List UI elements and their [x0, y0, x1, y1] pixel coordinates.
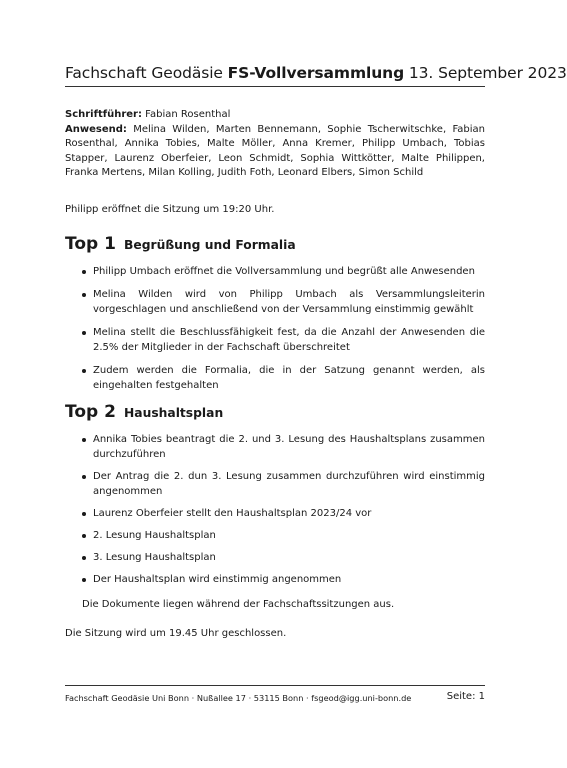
list-item: Annika Tobies beantragt die 2. und 3. Lesung des Haushaltsplans zusammen durchzuführen: [65, 432, 485, 462]
list-item: 3. Lesung Haushaltsplan: [65, 550, 485, 565]
list-item: Laurenz Oberfeier stellt den Haushaltsplan 2023/24 vor: [65, 506, 485, 521]
page-number: Seite: 1: [446, 691, 485, 702]
closing-statement: Die Sitzung wird um 19.45 Uhr geschlossen.: [65, 628, 287, 639]
section-title: Haushaltsplan: [124, 406, 224, 420]
list-item: Philipp Umbach eröffnet die Vollversammlung und begrüßt alle Anwesenden: [65, 264, 485, 279]
attendees-names: Melina Wilden, Marten Bennemann, Sophie Tscherwitschke, Fabian Rosenthal, Annika Tobies, Malte Möller, Anna Kremer, Philipp Umbach, Tobias Stapper, Laurenz Oberfeier, Leon Schmidt, Sophia Wittkötter, Malte Philippen, Franka Mertens, Milan Kolling, Judith Foth, Leonard Elbers, Simon Schild: [65, 123, 485, 179]
header-meeting: FS-Vollversammlung: [227, 64, 405, 82]
list-item: Der Haushaltsplan wird einstimmig angenommen: [65, 572, 485, 587]
attendees-label: Anwesend:: [65, 123, 127, 135]
section-title: Begrüßung und Formalia: [124, 238, 296, 252]
list-item: Zudem werden die Formalia, die in der Satzung genannt werden, als eingehalten festgehalten: [65, 363, 485, 393]
documents-note: Die Dokumente liegen während der Fachschaftssitzungen aus.: [82, 599, 395, 610]
section-number: Top 2: [65, 402, 116, 422]
footer-divider: [65, 685, 485, 686]
secretary-name: Fabian Rosenthal: [145, 109, 231, 120]
opening-statement: Philipp eröffnet die Sitzung um 19:20 Uhr.: [65, 204, 275, 215]
list-item: Der Antrag die 2. dun 3. Lesung zusammen durchzuführen wird einstimmig angenommen: [65, 469, 485, 499]
section-list-top-2: [65, 432, 485, 594]
header-org: Fachschaft Geodäsie: [65, 64, 223, 82]
section-number: Top 1: [65, 234, 116, 254]
list-item: Melina Wilden wird von Philipp Umbach als Versammlungsleiterin vorgeschlagen und anschließend von der Versammlung einstimmig gewählt: [65, 287, 485, 317]
footer-address: Fachschaft Geodäsie Uni Bonn · Nußallee 17 · 53115 Bonn · fsgeod@igg.uni-bonn.de: [65, 693, 412, 703]
attendees-line: [65, 123, 485, 181]
section-heading-top-1: [65, 234, 296, 254]
document-page: [65, 0, 567, 768]
secretary-line: [65, 108, 485, 123]
section-list-top-1: [65, 264, 485, 401]
secretary-label: Schriftführer:: [65, 109, 142, 120]
list-item: Melina stellt die Beschlussfähigkeit fest, da die Anzahl der Anwesenden die 2.5% der Mitglieder in der Fachschaft überschreitet: [65, 325, 485, 355]
section-heading-top-2: [65, 402, 223, 422]
header-date: 13. September 2023: [408, 64, 567, 82]
list-item: 2. Lesung Haushaltsplan: [65, 528, 485, 543]
meeting-meta: [65, 108, 485, 181]
header-divider: [65, 86, 485, 87]
document-header: [65, 64, 567, 82]
